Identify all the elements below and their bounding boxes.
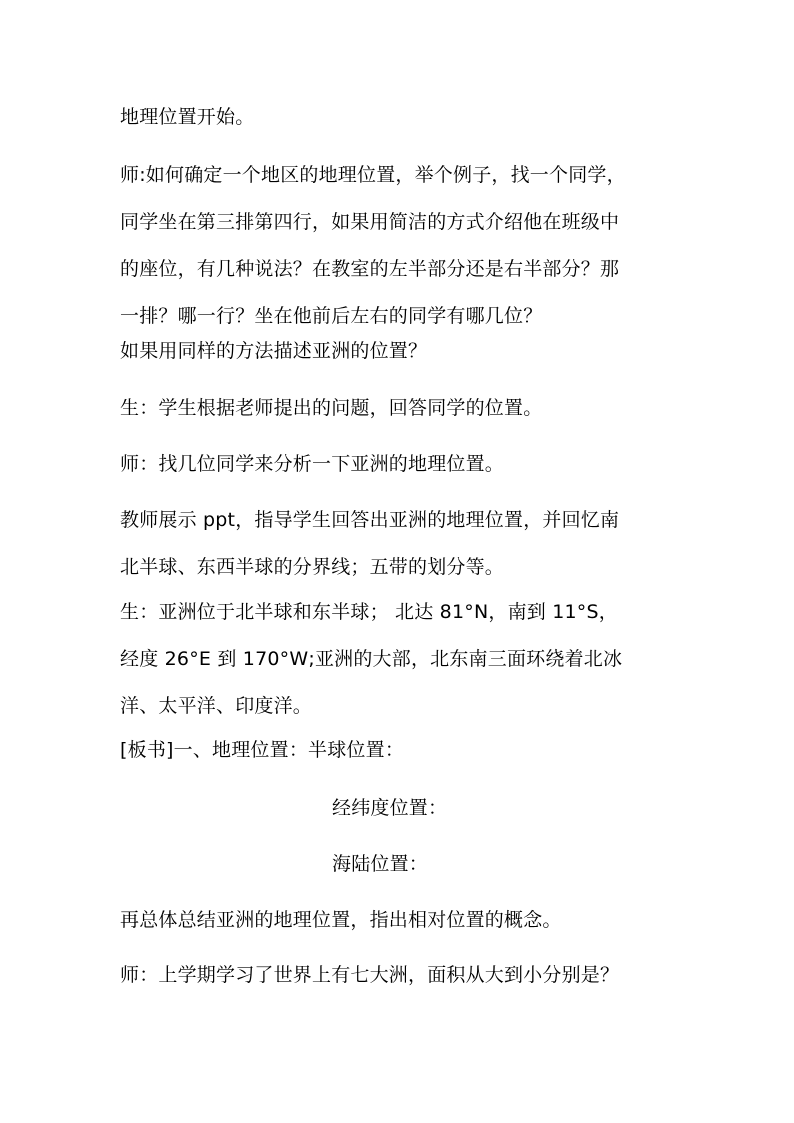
paragraph-board-heading: [120, 727, 680, 774]
text-line: 师:如何确定一个地区的地理位置，举个例子，找一个同学，: [120, 164, 626, 186]
paragraph-board-landsea: [332, 841, 632, 888]
text-line: 教师展示 ppt，指导学生回答出亚洲的地理位置，并回忆南: [120, 509, 620, 531]
text-line: 地理位置开始。: [120, 106, 255, 128]
paragraph-intro: [120, 94, 680, 141]
text-line: 生：学生根据老师提出的问题，回答同学的位置。: [120, 397, 543, 419]
paragraph-summary: [120, 897, 680, 944]
text-line: 经度 26°E 到 170°W;亚洲的大部，北东南三面环绕着北冰: [120, 648, 623, 670]
text-line: 经纬度位置：: [332, 797, 448, 819]
paragraph-continents-question: [120, 952, 680, 999]
text-line: 海陆位置：: [332, 853, 429, 875]
text-line: 同学坐在第三排第四行，如果用简洁的方式介绍他在班级中: [120, 211, 620, 233]
paragraph-board-latlon: [332, 785, 632, 832]
paragraph-student-location: [120, 589, 680, 730]
paragraph-teacher-question: [120, 152, 680, 340]
paragraph-student-answer: [120, 385, 680, 432]
paragraph-teacher-ppt: [120, 497, 680, 591]
paragraph-teacher-analysis: [120, 441, 680, 488]
text-line: 北半球、东西半球的分界线；五带的划分等。: [120, 556, 505, 578]
text-line: 再总体总结亚洲的地理位置，指出相对位置的概念。: [120, 909, 562, 931]
text-line: 生：亚洲位于北半球和东半球； 北达 81°N，南到 11°S，: [120, 601, 618, 623]
text-line: [板书]一、地理位置：半球位置：: [120, 739, 405, 761]
text-line: 一排？哪一行？坐在他前后左右的同学有哪几位？: [120, 305, 543, 327]
text-line: 师：找几位同学来分析一下亚洲的地理位置。: [120, 453, 505, 475]
text-line: 师：上学期学习了世界上有七大洲，面积从大到小分别是？: [120, 964, 620, 986]
paragraph-asia-question: [120, 328, 680, 375]
text-line: 如果用同样的方法描述亚洲的位置？: [120, 340, 428, 362]
text-line: 的座位，有几种说法？在教室的左半部分还是右半部分？那: [120, 258, 620, 280]
text-line: 洋、太平洋、印度洋。: [120, 695, 313, 717]
